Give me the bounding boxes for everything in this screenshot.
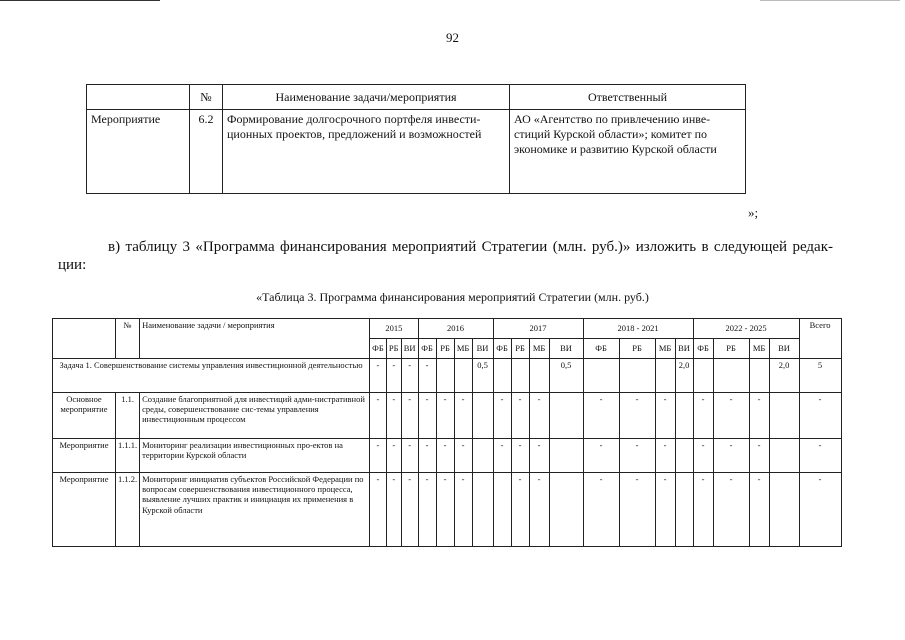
header-row-years	[53, 319, 842, 339]
value-cell: -	[386, 439, 401, 473]
responsibility-table	[86, 84, 746, 194]
subheader-cell: ВИ	[769, 339, 799, 359]
value-cell	[454, 359, 472, 393]
subheader-cell: ФБ	[418, 339, 436, 359]
subheader-cell: ФБ	[583, 339, 619, 359]
table-header-row	[87, 85, 746, 110]
value-cell: -	[583, 439, 619, 473]
value-cell: 0,5	[549, 359, 583, 393]
financing-table	[52, 318, 842, 547]
value-cell: -	[655, 393, 675, 439]
value-cell	[769, 393, 799, 439]
value-cell: -	[583, 393, 619, 439]
value-cell: -	[370, 473, 387, 547]
value-cell: -	[529, 473, 549, 547]
header-name: Наименование задачи / мероприятия	[140, 319, 370, 359]
value-cell: -	[454, 439, 472, 473]
value-cell: -	[418, 473, 436, 547]
value-cell: -	[693, 393, 713, 439]
table-row	[53, 473, 842, 547]
value-cell: -	[511, 393, 529, 439]
value-cell	[675, 439, 693, 473]
task-row	[53, 359, 842, 393]
header-total: Всего	[799, 319, 841, 359]
value-cell: -	[401, 359, 418, 393]
value-cell	[493, 359, 511, 393]
value-cell	[713, 359, 749, 393]
value-cell: -	[713, 473, 749, 547]
row-name: Мониторинг реализации инвестиционных про-ектов на территории Курской области	[140, 439, 370, 473]
top-edge-line	[0, 0, 160, 1]
value-cell: -	[749, 393, 769, 439]
header-name: Наименование задачи/мероприятия	[223, 85, 510, 110]
table-row	[53, 393, 842, 439]
row-type: Мероприятие	[53, 473, 116, 547]
subheader-cell: МБ	[655, 339, 675, 359]
header-number: №	[190, 85, 223, 110]
value-cell: -	[454, 393, 472, 439]
table-row	[87, 110, 746, 194]
value-cell: -	[713, 393, 749, 439]
top-edge-line-right	[760, 0, 900, 1]
subheader-cell: РБ	[511, 339, 529, 359]
row-name: Формирование долгосрочного портфеля инвести-ционных проектов, предложений и возможностей	[223, 110, 510, 194]
header-number: №	[116, 319, 140, 359]
value-cell	[749, 359, 769, 393]
value-cell: -	[749, 439, 769, 473]
value-cell	[549, 473, 583, 547]
value-cell: -	[749, 473, 769, 547]
subheader-cell: ФБ	[370, 339, 387, 359]
subheader-cell: РБ	[713, 339, 749, 359]
total-cell: -	[799, 439, 841, 473]
value-cell: -	[418, 393, 436, 439]
value-cell: -	[693, 439, 713, 473]
total-cell: -	[799, 473, 841, 547]
subheader-cell: РБ	[436, 339, 454, 359]
value-cell: -	[511, 439, 529, 473]
row-type: Мероприятие	[53, 439, 116, 473]
value-cell	[529, 359, 549, 393]
subheader-cell: МБ	[454, 339, 472, 359]
value-cell: -	[655, 439, 675, 473]
value-cell	[583, 359, 619, 393]
value-cell: -	[693, 473, 713, 547]
value-cell: -	[583, 473, 619, 547]
value-cell	[549, 439, 583, 473]
value-cell	[511, 359, 529, 393]
value-cell: -	[493, 439, 511, 473]
table-caption: «Таблица 3. Программа финансирования мероприятий Стратегии (млн. руб.)	[256, 290, 649, 304]
header-year-2017: 2017	[493, 319, 583, 339]
value-cell: -	[619, 439, 655, 473]
value-cell: -	[619, 473, 655, 547]
subheader-cell: ВИ	[549, 339, 583, 359]
value-cell	[549, 393, 583, 439]
value-cell: -	[386, 393, 401, 439]
value-cell: -	[418, 359, 436, 393]
subheader-cell: ФБ	[493, 339, 511, 359]
value-cell	[472, 393, 493, 439]
value-cell: -	[386, 359, 401, 393]
header-year-2016: 2016	[418, 319, 493, 339]
row-name: Мониторинг инициатив субъектов Российской Федерации по вопросам совершенствования инвестиционного процесса, выявление лучших практик и инициация их применения в Курской области	[140, 473, 370, 547]
page-number: 92	[446, 30, 459, 45]
value-cell: -	[418, 439, 436, 473]
value-cell: -	[619, 393, 655, 439]
subheader-cell: ВИ	[675, 339, 693, 359]
header-type	[87, 85, 190, 110]
value-cell: -	[511, 473, 529, 547]
total-cell: -	[799, 393, 841, 439]
amendment-paragraph: в) таблицу 3 «Программа финансирования мероприятий Стратегии (млн. руб.)» изложить в следующей редак-ции:	[58, 239, 833, 273]
value-cell: -	[454, 473, 472, 547]
subheader-cell: РБ	[386, 339, 401, 359]
closing-quote: »;	[748, 205, 759, 220]
value-cell: -	[529, 439, 549, 473]
value-cell: 2,0	[675, 359, 693, 393]
value-cell	[493, 473, 511, 547]
row-number: 1.1.	[116, 393, 140, 439]
header-year-2015: 2015	[370, 319, 418, 339]
value-cell: -	[401, 473, 418, 547]
total-cell: 5	[799, 359, 841, 393]
value-cell	[619, 359, 655, 393]
value-cell: 0,5	[472, 359, 493, 393]
value-cell: -	[529, 393, 549, 439]
subheader-cell: ВИ	[401, 339, 418, 359]
row-responsible: АО «Агентство по привлечению инве-стиций Курской области»; комитет по экономике и развитию Курской области	[510, 110, 746, 194]
subheader-cell: РБ	[619, 339, 655, 359]
subheader-cell: МБ	[529, 339, 549, 359]
header-type	[53, 319, 116, 359]
value-cell: -	[493, 393, 511, 439]
subheader-cell: ФБ	[693, 339, 713, 359]
value-cell: -	[401, 393, 418, 439]
value-cell	[769, 473, 799, 547]
value-cell: -	[436, 439, 454, 473]
header-years-2022-2025: 2022 - 2025	[693, 319, 799, 339]
value-cell: -	[370, 359, 387, 393]
value-cell	[436, 359, 454, 393]
subheader-cell: ВИ	[472, 339, 493, 359]
row-name: Создание благоприятной для инвестиций адми-нистративной среды, совершенствование сис-темы управления инвестиционным процессом	[140, 393, 370, 439]
value-cell	[675, 393, 693, 439]
value-cell: -	[436, 393, 454, 439]
value-cell: -	[655, 473, 675, 547]
value-cell: -	[370, 393, 387, 439]
value-cell: -	[436, 473, 454, 547]
header-years-2018-2021: 2018 - 2021	[583, 319, 693, 339]
value-cell: 2,0	[769, 359, 799, 393]
task-text: Задача 1. Совершенствование системы управления инвестиционной деятельностью	[53, 359, 370, 393]
row-number: 1.1.1.	[116, 439, 140, 473]
value-cell: -	[713, 439, 749, 473]
value-cell	[769, 439, 799, 473]
value-cell: -	[401, 439, 418, 473]
row-type: Основное мероприятие	[53, 393, 116, 439]
value-cell	[655, 359, 675, 393]
header-responsible: Ответственный	[510, 85, 746, 110]
row-type: Мероприятие	[87, 110, 190, 194]
row-number: 1.1.2.	[116, 473, 140, 547]
value-cell	[693, 359, 713, 393]
subheader-cell: МБ	[749, 339, 769, 359]
value-cell	[472, 439, 493, 473]
value-cell: -	[370, 439, 387, 473]
value-cell	[675, 473, 693, 547]
table-row	[53, 439, 842, 473]
value-cell: -	[386, 473, 401, 547]
row-number: 6.2	[190, 110, 223, 194]
value-cell	[472, 473, 493, 547]
